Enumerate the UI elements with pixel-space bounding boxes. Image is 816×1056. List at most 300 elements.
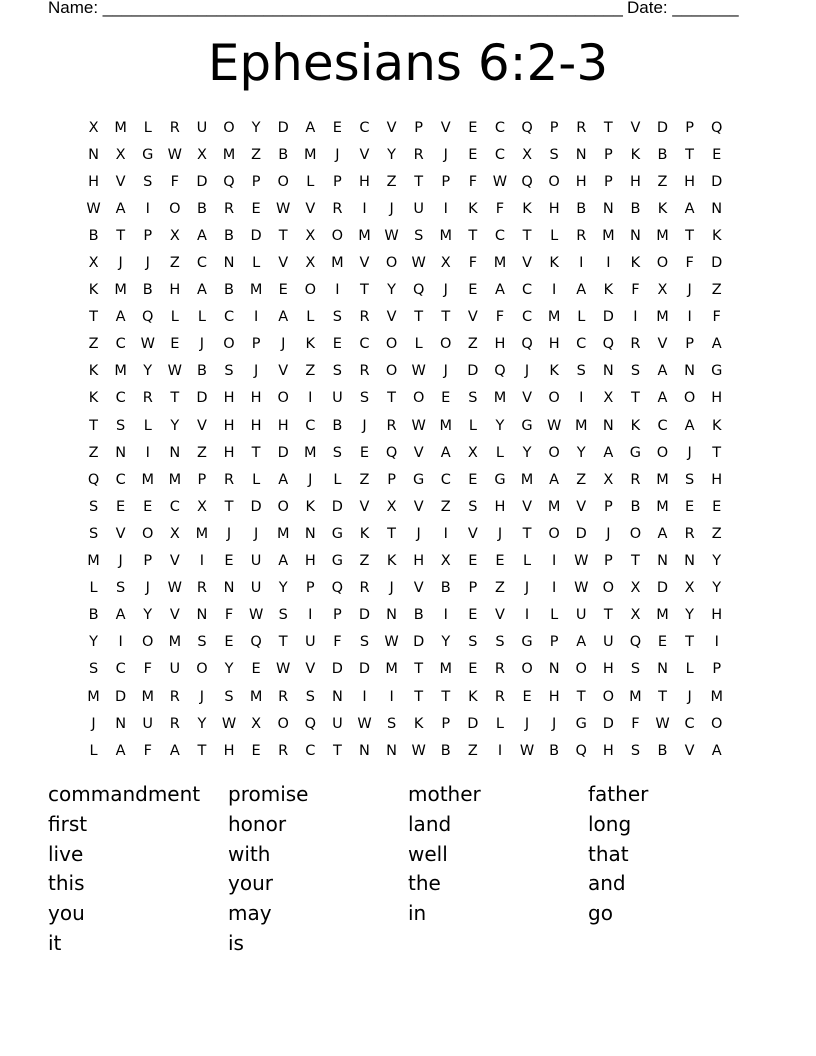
grid-letter: H [684,173,696,190]
grid-letter: Z [657,173,668,190]
grid-letter: B [576,200,587,217]
grid-letter: V [359,146,370,163]
grid-row [80,358,740,385]
grid-letter: S [414,227,424,244]
word-bank-item: mother [408,782,481,806]
grid-letter: Y [143,607,153,624]
grid-letter: Z [251,146,262,163]
grid-letter: X [169,227,180,244]
grid-letter: M [141,471,154,488]
grid-letter: X [305,255,316,272]
grid-letter: M [87,688,100,705]
grid-letter: S [332,363,342,380]
grid-letter: E [468,471,478,488]
grid-letter: W [546,417,562,434]
grid-letter: D [711,173,723,190]
grid-letter: Q [385,444,398,461]
word-bank-item: first [48,811,88,836]
grid-letter: T [251,444,261,461]
grid-letter: G [142,146,154,163]
grid-letter: Q [521,119,533,136]
grid-letter: J [497,525,503,542]
grid-letter: X [386,498,397,515]
word-bank-item: with [228,841,271,866]
grid-letter: S [116,417,126,434]
grid-letter: W [167,580,182,597]
grid-letter: N [711,200,723,217]
grid-row [80,168,740,195]
grid-letter: V [440,119,451,136]
grid-letter: Y [387,282,396,299]
grid-row [80,141,740,168]
grid-letter: V [169,553,180,570]
grid-letter: I [335,282,340,299]
grid-letter: J [118,255,123,272]
grid-letter: A [684,417,695,434]
grid-letter: E [468,119,478,136]
grid-letter: X [603,471,614,488]
grid-letter: H [250,390,262,407]
grid-letter: Y [495,417,505,434]
grid-letter: J [145,255,150,272]
grid-letter: H [88,173,99,190]
grid-letter: C [115,390,126,407]
grid-letter: Y [387,146,396,163]
grid-letter: H [413,553,425,570]
grid-letter: T [685,146,695,163]
grid-letter: S [495,634,505,651]
grid-letter: N [548,661,560,678]
grid-letter: J [281,336,286,353]
grid-letter: A [603,444,614,461]
grid-letter: S [88,661,99,678]
grid-letter: Y [712,553,722,570]
grid-letter: C [521,282,533,299]
grid-letter: J [253,363,259,380]
grid-letter: O [277,173,289,190]
grid-letter: V [386,119,397,136]
grid-letter: L [89,580,98,597]
grid-letter: P [603,553,613,570]
grid-letter: Z [467,336,478,353]
grid-letter: P [712,661,722,678]
grid-letter: S [278,607,288,624]
grid-letter: M [493,390,507,407]
grid-letter: H [548,336,560,353]
grid-letter: I [552,553,557,570]
grid-letter: I [579,255,584,272]
grid-letter: I [714,634,719,651]
grid-letter: C [576,336,587,353]
grid-letter: O [710,715,723,732]
grid-letter: X [196,146,207,163]
grid-letter: J [606,525,611,542]
grid-letter: F [333,634,342,651]
grid-letter: H [548,200,560,217]
grid-row [80,222,740,249]
grid-letter: J [335,146,340,163]
grid-letter: E [359,444,370,461]
grid-letter: T [522,227,532,244]
grid-letter: R [332,200,343,217]
grid-letter: J [199,688,205,705]
grid-letter: T [630,553,640,570]
grid-letter: V [386,309,397,326]
grid-letter: W [384,227,399,244]
grid-letter: J [389,580,394,597]
grid-letter: Z [386,173,397,190]
grid-letter: F [495,200,505,217]
grid-letter: X [169,525,180,542]
grid-letter: K [413,715,424,732]
grid-letter: I [145,200,150,217]
grid-letter: T [387,525,396,542]
grid-letter: Y [224,661,234,678]
grid-letter: C [359,336,370,353]
grid-letter: G [521,417,533,434]
grid-letter: C [115,471,126,488]
grid-letter: S [197,634,207,651]
grid-letter: T [89,309,98,326]
grid-letter: L [577,309,586,326]
grid-letter: P [251,336,261,353]
grid-letter: V [467,309,478,326]
grid-letter: J [524,580,530,597]
grid-letter: T [414,661,424,678]
grid-letter: U [142,715,154,732]
grid-row [80,412,740,439]
grid-letter: P [143,227,153,244]
grid-letter: N [223,580,235,597]
grid-letter: T [278,227,288,244]
grid-letter: U [413,200,424,217]
grid-letter: M [439,661,453,678]
grid-letter: W [167,146,182,163]
grid-row [80,629,740,656]
grid-letter: H [223,417,235,434]
grid-letter: S [468,634,478,651]
grid-letter: T [522,525,532,542]
grid-row [80,737,740,764]
grid-letter: P [333,607,342,624]
grid-letter: G [711,363,723,380]
grid-letter: T [360,282,369,299]
grid-letter: D [196,390,208,407]
grid-letter: N [657,553,668,570]
grid-letter: C [115,336,126,353]
grid-letter: H [602,661,614,678]
word-bank-item: and [588,871,626,896]
grid-letter: O [142,634,154,651]
grid-letter: E [468,146,478,163]
grid-letter: Q [494,363,506,380]
grid-letter: Q [250,634,262,651]
word-bank-item: that [588,841,629,866]
grid-letter: Y [251,119,261,136]
grid-letter: O [602,580,615,597]
grid-letter: P [414,119,424,136]
grid-letter: D [358,661,371,678]
grid-row [80,385,740,412]
grid-letter: E [143,498,153,515]
grid-letter: E [468,661,478,678]
grid-letter: K [468,688,478,705]
grid-letter: R [630,471,641,488]
grid-letter: K [522,200,532,217]
grid-letter: U [603,634,614,651]
grid-letter: F [685,255,694,272]
grid-letter: I [145,444,150,461]
grid-letter: D [711,255,723,272]
grid-letter: X [196,498,207,515]
grid-letter: K [359,525,370,542]
grid-letter: I [633,309,638,326]
grid-letter: R [223,471,235,488]
grid-letter: I [687,309,692,326]
grid-letter: A [196,282,207,299]
grid-row [80,602,740,629]
grid-letter: Z [359,471,370,488]
grid-letter: P [333,173,342,190]
grid-letter: C [305,742,316,759]
grid-letter: R [359,580,370,597]
grid-letter: Q [223,173,235,190]
grid-letter: F [224,607,234,624]
grid-letter: R [386,417,397,434]
grid-letter: O [548,390,560,407]
grid-letter: O [548,525,560,542]
page-title: Ephesians 6:2-3 [207,34,609,92]
grid-letter: C [115,661,126,678]
grid-letter: O [223,119,235,136]
grid-letter: S [359,390,370,407]
grid-letter: I [552,580,557,597]
grid-letter: M [114,282,127,299]
grid-letter: H [223,390,235,407]
grid-letter: D [656,580,669,597]
grid-letter: E [495,553,505,570]
grid-letter: M [656,498,669,515]
grid-letter: S [468,498,478,515]
grid-letter: O [142,525,154,542]
grid-letter: A [115,200,126,217]
grid-letter: O [629,525,642,542]
grid-letter: J [253,525,259,542]
grid-letter: L [468,417,477,434]
grid-letter: R [169,715,180,732]
grid-letter: N [602,417,614,434]
grid-letter: M [141,688,154,705]
grid-letter: C [223,309,235,326]
grid-letter: S [630,363,641,380]
grid-letter: M [195,525,209,542]
grid-letter: P [603,498,613,515]
grid-letter: J [308,471,313,488]
grid-letter: Z [467,742,478,759]
grid-letter: P [549,634,559,651]
grid-letter: K [549,255,559,272]
grid-letter: E [224,634,234,651]
grid-letter: Z [359,553,370,570]
grid-letter: Y [685,607,695,624]
grid-letter: K [88,363,99,380]
grid-letter: Q [629,634,642,651]
grid-letter: N [223,255,235,272]
grid-letter: N [602,200,614,217]
grid-letter: L [252,255,261,272]
grid-letter: Z [196,444,207,461]
grid-letter: X [603,390,614,407]
grid-letter: G [575,715,587,732]
grid-letter: A [657,390,668,407]
grid-letter: K [630,146,641,163]
grid-letter: T [197,742,207,759]
grid-letter: K [603,282,614,299]
grid-letter: P [251,173,261,190]
grid-letter: M [656,309,669,326]
grid-letter: F [631,282,640,299]
grid-letter: Q [521,336,533,353]
grid-letter: R [576,227,587,244]
grid-letter: T [685,227,695,244]
grid-letter: X [657,282,668,299]
grid-letter: H [629,173,641,190]
grid-letter: G [521,634,533,651]
grid-letter: G [413,471,425,488]
grid-letter: B [278,146,289,163]
grid-letter: H [494,498,506,515]
grid-letter: O [575,661,587,678]
grid-letter: K [305,498,316,515]
grid-letter: L [252,471,261,488]
grid-letter: O [277,498,289,515]
grid-letter: O [223,336,235,353]
grid-letter: T [658,688,667,705]
word-bank-item: it [48,930,62,955]
grid-letter: M [629,688,642,705]
grid-letter: V [359,498,370,515]
grid-letter: Y [522,444,532,461]
grid-row [80,710,740,737]
grid-letter: T [332,742,342,759]
grid-letter: M [114,363,127,380]
grid-letter: I [118,634,123,651]
grid-letter: K [711,227,722,244]
grid-letter: K [630,417,641,434]
grid-letter: V [169,607,180,624]
word-bank-item: is [228,930,244,955]
grid-letter: W [248,607,264,624]
grid-letter: O [277,715,289,732]
grid-letter: I [362,200,367,217]
grid-letter: O [548,444,560,461]
grid-letter: F [170,173,179,190]
grid-letter: Z [494,580,505,597]
grid-letter: G [331,553,344,570]
grid-letter: I [443,525,448,542]
grid-letter: I [443,200,448,217]
grid-row [80,114,740,141]
grid-letter: M [520,471,534,488]
grid-letter: X [440,255,451,272]
grid-letter: D [331,498,343,515]
grid-letter: R [142,390,153,407]
grid-letter: X [630,580,641,597]
name-field-label: Name: _______________________________________________________ [48,0,623,17]
grid-letter: R [630,336,641,353]
grid-letter: C [657,417,668,434]
grid-letter: W [574,553,589,570]
grid-letter: M [304,146,317,163]
grid-letter: R [413,146,424,163]
grid-row [80,683,740,710]
grid-letter: T [603,607,613,624]
grid-letter: J [443,282,448,299]
grid-letter: D [575,525,587,542]
grid-letter: S [549,146,559,163]
grid-letter: M [602,227,615,244]
grid-letter: A [305,119,316,136]
grid-letter: B [332,417,343,434]
grid-letter: S [88,498,99,515]
grid-letter: W [357,715,372,732]
grid-letter: R [169,688,180,705]
grid-letter: J [199,336,205,353]
letter-grid [80,114,740,764]
grid-row [80,548,740,575]
grid-letter: Y [441,634,451,651]
grid-letter: B [657,742,668,759]
grid-letter: I [524,607,530,624]
grid-letter: K [468,200,478,217]
grid-letter: O [169,200,181,217]
grid-letter: S [143,173,153,190]
grid-letter: I [606,255,611,272]
word-bank-item: your [228,871,273,896]
grid-letter: W [276,661,291,678]
grid-letter: X [467,444,478,461]
grid-letter: B [440,580,451,597]
grid-letter: E [712,498,722,515]
grid-letter: J [91,715,96,732]
word-bank-item: in [408,901,427,926]
grid-letter: X [630,607,641,624]
grid-letter: E [685,498,695,515]
grid-letter: I [362,688,367,705]
grid-letter: S [359,634,370,651]
grid-letter: H [277,417,289,434]
grid-letter: V [413,580,424,597]
grid-letter: H [575,173,587,190]
grid-letter: K [657,200,668,217]
grid-letter: Q [142,309,154,326]
grid-letter: D [602,715,614,732]
grid-letter: D [656,119,669,136]
grid-letter: X [522,146,533,163]
grid-letter: C [196,255,207,272]
grid-letter: O [683,390,696,407]
word-bank-item: go [588,901,613,926]
grid-letter: E [332,336,342,353]
grid-letter: U [304,634,316,651]
grid-letter: M [358,227,371,244]
grid-letter: I [443,607,448,624]
grid-letter: T [89,417,98,434]
grid-letter: H [250,417,262,434]
grid-letter: U [250,553,262,570]
grid-letter: Q [602,336,615,353]
grid-letter: T [414,173,424,190]
